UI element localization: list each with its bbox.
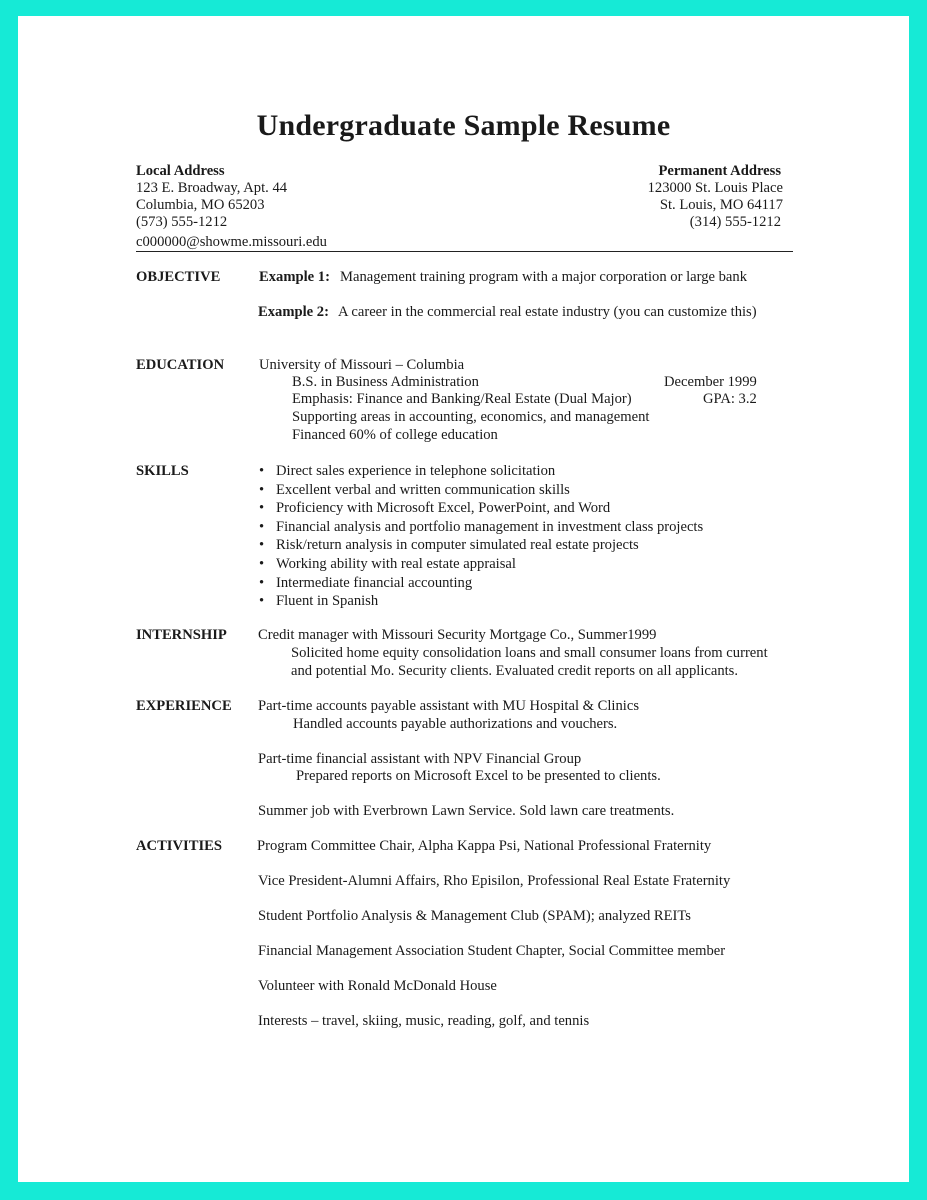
activity-item: Vice President-Alumni Affairs, Rho Episilon, Professional Real Estate Fraternity bbox=[258, 873, 731, 889]
skill-text: Risk/return analysis in computer simulated real estate projects bbox=[276, 537, 639, 554]
section-heading-internship: INTERNSHIP bbox=[136, 627, 227, 643]
section-heading-objective: OBJECTIVE bbox=[136, 269, 221, 285]
skill-text: Excellent verbal and written communication skills bbox=[276, 481, 570, 498]
section-heading-education: EDUCATION bbox=[136, 357, 225, 373]
education-emphasis: Emphasis: Finance and Banking/Real Estate (Dual Major) bbox=[292, 391, 632, 407]
education-school: University of Missouri – Columbia bbox=[259, 357, 465, 373]
permanent-address-line1: 123000 St. Louis Place bbox=[647, 180, 783, 196]
skills-list bbox=[256, 463, 703, 612]
activity-item: Program Committee Chair, Alpha Kappa Psi, National Professional Fraternity bbox=[257, 838, 712, 854]
experience-job1-title: Part-time accounts payable assistant with MU Hospital & Clinics bbox=[258, 698, 639, 714]
activity-item: Volunteer with Ronald McDonald House bbox=[258, 978, 497, 994]
activity-item: Interests – travel, skiing, music, reading, golf, and tennis bbox=[258, 1013, 590, 1029]
bullet-icon: • bbox=[259, 574, 265, 591]
experience-job2-title: Part-time financial assistant with NPV Financial Group bbox=[258, 751, 582, 767]
activity-item: Financial Management Association Student Chapter, Social Committee member bbox=[258, 943, 726, 959]
experience-job2-desc: Prepared reports on Microsoft Excel to be presented to clients. bbox=[296, 768, 661, 784]
skill-text: Working ability with real estate appraisal bbox=[276, 555, 516, 572]
bullet-icon: • bbox=[259, 593, 265, 610]
bullet-icon: • bbox=[259, 537, 265, 554]
internship-desc-line1: Solicited home equity consolidation loans and small consumer loans from current bbox=[291, 645, 768, 661]
skill-item bbox=[256, 593, 703, 612]
internship-title: Credit manager with Missouri Security Mortgage Co., Summer1999 bbox=[258, 627, 657, 643]
section-heading-skills: SKILLS bbox=[136, 463, 189, 479]
objective-example1-label: Example 1: bbox=[259, 269, 330, 285]
resume-page bbox=[18, 16, 909, 1182]
bullet-icon: • bbox=[259, 555, 265, 572]
skill-item bbox=[256, 575, 703, 594]
section-heading-activities: ACTIVITIES bbox=[136, 838, 222, 854]
bullet-icon: • bbox=[259, 463, 265, 479]
education-degree: B.S. in Business Administration bbox=[292, 374, 479, 390]
local-phone: (573) 555-1212 bbox=[136, 214, 228, 230]
permanent-address-heading: Permanent Address bbox=[658, 163, 781, 179]
skill-item bbox=[256, 463, 703, 482]
skill-text: Intermediate financial accounting bbox=[276, 574, 473, 591]
internship-desc-line2: and potential Mo. Security clients. Evaluated credit reports on all applicants. bbox=[291, 663, 739, 679]
section-heading-experience: EXPERIENCE bbox=[136, 698, 232, 714]
bullet-icon: • bbox=[259, 518, 265, 535]
objective-example1-text: Management training program with a major corporation or large bank bbox=[340, 269, 748, 285]
skill-item bbox=[256, 500, 703, 519]
skill-item bbox=[256, 519, 703, 538]
permanent-phone: (314) 555-1212 bbox=[689, 214, 781, 230]
skill-item bbox=[256, 556, 703, 575]
bullet-icon: • bbox=[259, 481, 265, 498]
skill-item bbox=[256, 537, 703, 556]
skill-text: Fluent in Spanish bbox=[276, 593, 379, 610]
bullet-icon: • bbox=[259, 500, 265, 517]
education-supporting: Supporting areas in accounting, economics, and management bbox=[292, 409, 650, 425]
experience-job3: Summer job with Everbrown Lawn Service. Sold lawn care treatments. bbox=[258, 803, 675, 819]
local-address-line1: 123 E. Broadway, Apt. 44 bbox=[136, 180, 288, 196]
skill-text: Proficiency with Microsoft Excel, PowerPoint, and Word bbox=[276, 500, 611, 517]
education-financed: Financed 60% of college education bbox=[292, 427, 498, 443]
skill-item bbox=[256, 482, 703, 501]
skill-text: Financial analysis and portfolio management in investment class projects bbox=[276, 518, 704, 535]
local-address-line2: Columbia, MO 65203 bbox=[136, 197, 265, 213]
skill-text: Direct sales experience in telephone solicitation bbox=[276, 463, 556, 479]
education-date: December 1999 bbox=[664, 374, 757, 390]
email: c000000@showme.missouri.edu bbox=[136, 234, 327, 250]
activity-item: Student Portfolio Analysis & Management Club (SPAM); analyzed REITs bbox=[258, 908, 691, 924]
objective-example2-text: A career in the commercial real estate industry (you can customize this) bbox=[338, 304, 757, 320]
experience-job1-desc: Handled accounts payable authorizations and vouchers. bbox=[293, 716, 618, 732]
education-gpa: GPA: 3.2 bbox=[703, 391, 757, 407]
resume-title: Undergraduate Sample Resume bbox=[256, 109, 671, 142]
objective-example2-label: Example 2: bbox=[258, 304, 329, 320]
permanent-address-line2: St. Louis, MO 64117 bbox=[659, 197, 783, 213]
header-divider bbox=[136, 251, 793, 252]
local-address-heading: Local Address bbox=[136, 163, 225, 179]
